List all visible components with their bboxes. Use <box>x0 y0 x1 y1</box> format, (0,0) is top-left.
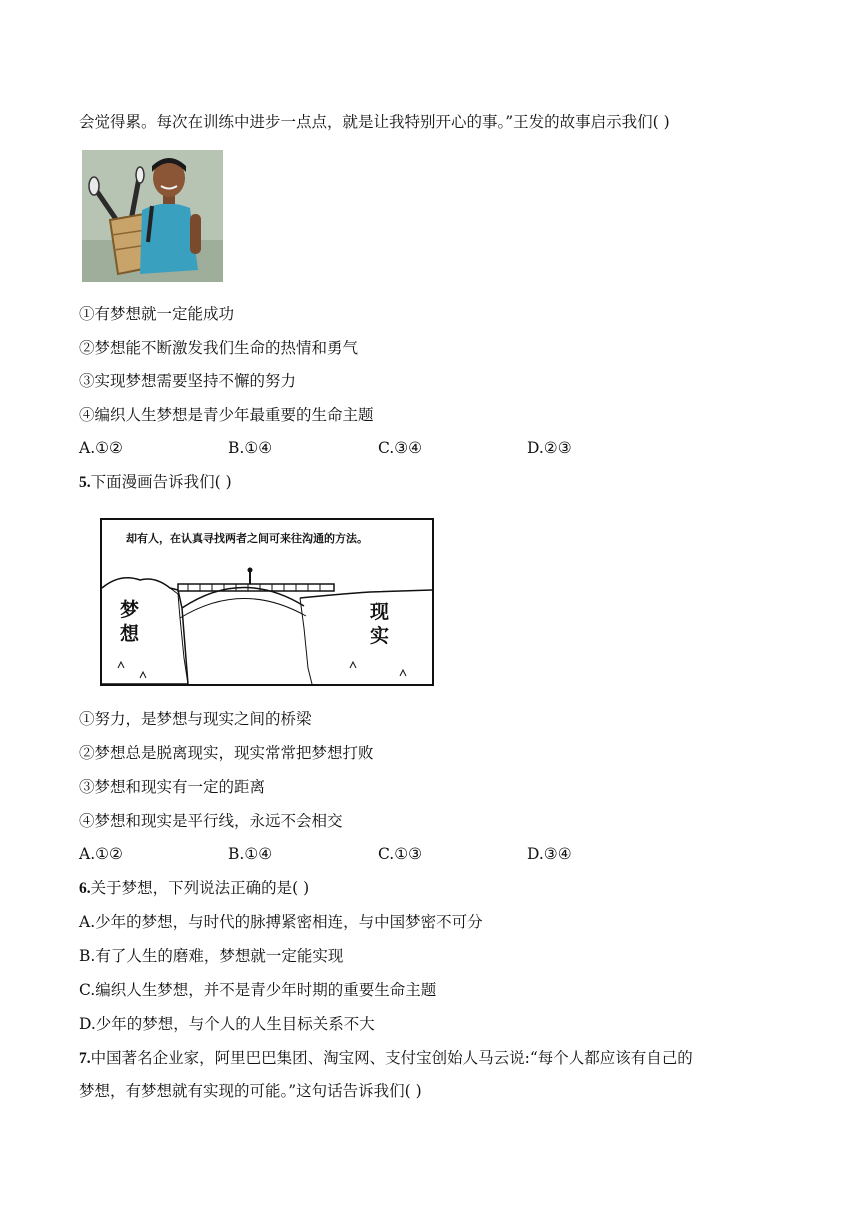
q5-stem-text: 下面漫画告诉我们( ) <box>90 473 232 491</box>
q5-statement-3: ③梦想和现实有一定的距离 <box>79 778 266 796</box>
q5-stem <box>79 471 232 494</box>
q5-cartoon <box>100 518 434 686</box>
q4-photo-boy-with-basket <box>82 150 223 282</box>
q4-option-a: A.①② <box>79 439 123 457</box>
q7-stem-line2: 梦想，有梦想就有实现的可能。”这句话告诉我们( ) <box>79 1082 422 1100</box>
q5-cartoon-dream-label: 梦想 <box>120 599 140 645</box>
q6-stem <box>79 877 309 900</box>
q5-option-b: B.①④ <box>228 845 273 863</box>
q6-choice-c: C.编织人生梦想，并不是青少年时期的重要生命主题 <box>79 981 437 999</box>
q7-number: 7. <box>79 1050 91 1067</box>
q4-option-d: D.②③ <box>527 439 572 457</box>
q4-statement-1: ①有梦想就一定能成功 <box>79 305 235 323</box>
q5-statement-1: ①努力，是梦想与现实之间的桥梁 <box>79 710 312 728</box>
q6-choice-a: A.少年的梦想，与时代的脉搏紧密相连，与中国梦密不可分 <box>79 913 483 931</box>
q5-cartoon-caption: 却有人，在认真寻找两者之间可来往沟通的方法。 <box>126 532 368 545</box>
q5-option-c: C.①③ <box>378 845 423 863</box>
q7-stem-text-1: 中国著名企业家，阿里巴巴集团、淘宝网、支付宝创始人马云说:“每个人都应该有自己的 <box>90 1049 693 1067</box>
q4-stem-tail: 会觉得累。每次在训练中进步一点点，就是让我特别开心的事。”王发的故事启示我们( ) <box>79 113 670 131</box>
q5-statement-2: ②梦想总是脱离现实，现实常常把梦想打败 <box>79 744 374 762</box>
q5-number: 5. <box>79 474 91 491</box>
q4-statement-4: ④编织人生梦想是青少年最重要的生命主题 <box>79 406 374 424</box>
q5-cartoon-reality-label: 现实 <box>370 601 390 647</box>
q6-choice-d: D.少年的梦想，与个人的人生目标关系不大 <box>79 1015 375 1033</box>
q5-option-d: D.③④ <box>527 845 572 863</box>
q6-choice-b: B.有了人生的磨难，梦想就一定能实现 <box>79 947 344 965</box>
q7-stem-line1 <box>79 1047 693 1070</box>
q5-option-a: A.①② <box>79 845 123 863</box>
q6-stem-text: 关于梦想，下列说法正确的是( ) <box>90 879 310 897</box>
q4-option-b: B.①④ <box>228 439 273 457</box>
q5-statement-4: ④梦想和现实是平行线，永远不会相交 <box>79 812 343 830</box>
q4-statement-2: ②梦想能不断激发我们生命的热情和勇气 <box>79 339 359 357</box>
q4-option-c: C.③④ <box>378 439 423 457</box>
q6-number: 6. <box>79 880 91 897</box>
q4-statement-3: ③实现梦想需要坚持不懈的努力 <box>79 372 297 390</box>
